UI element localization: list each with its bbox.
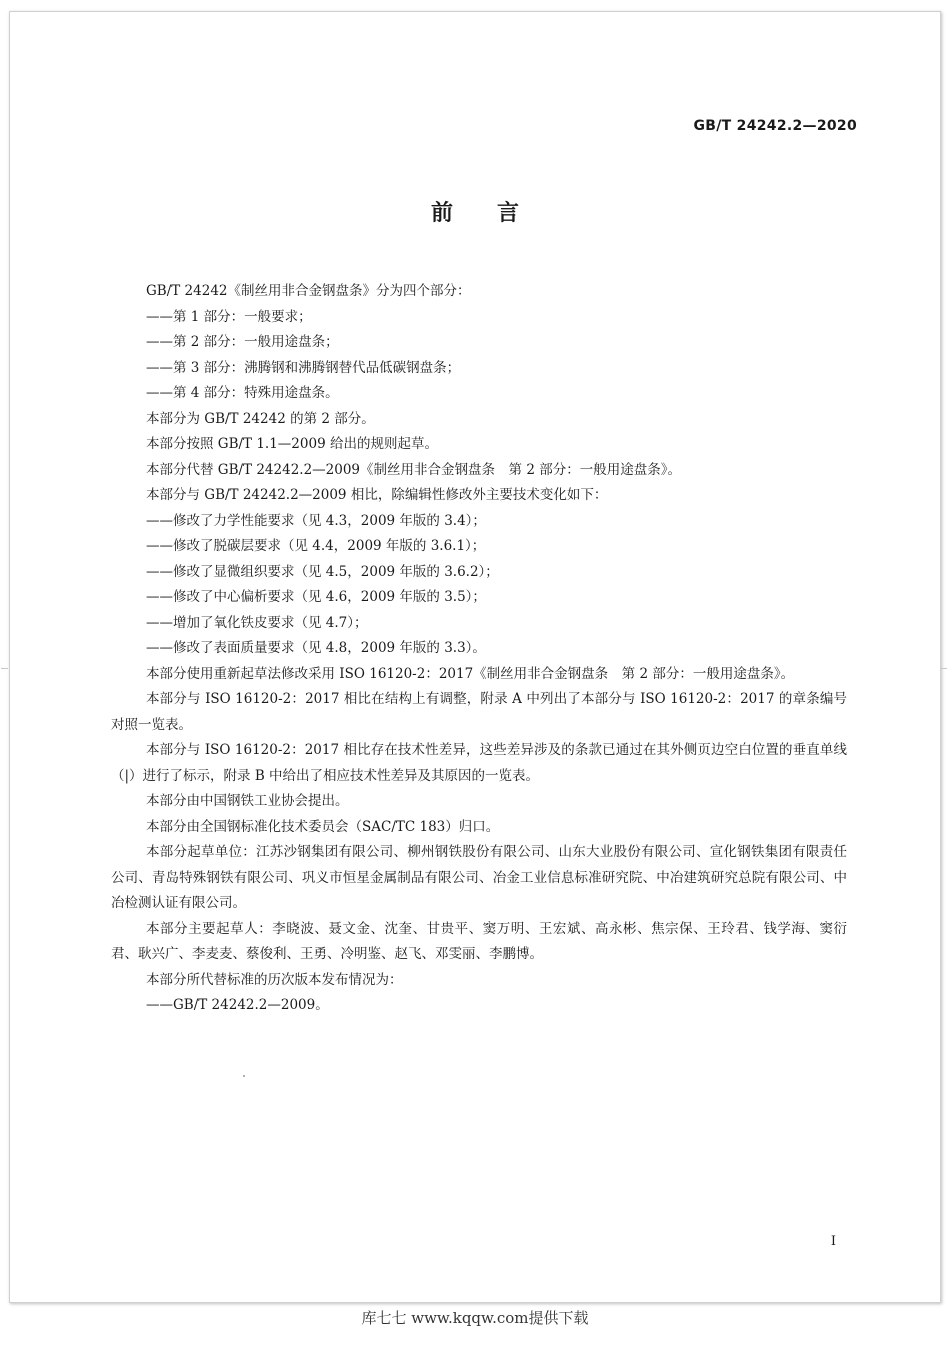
list-item: ——第 2 部分：一般用途盘条；: [146, 334, 339, 350]
paragraph: 本部分为 GB/T 24242 的第 2 部分。: [146, 410, 375, 427]
paragraph: 本部分按照 GB/T 1.1—2009 给出的规则起草。: [146, 436, 438, 452]
page-title: 前言: [430, 201, 563, 226]
crop-mark-left: [1, 668, 8, 669]
document-body: [111, 279, 847, 1019]
paragraph: 本部分主要起草人：李晓波、聂文金、沈奎、甘贵平、窦万明、王宏斌、高永彬、焦宗保、王玲君、钱学海、窦衍君、耿兴广、李麦麦、蔡俊利、王勇、冷明鉴、赵飞、邓雯丽、李鹏博。: [111, 920, 847, 962]
list-item: ——第 3 部分：沸腾钢和沸腾钢替代品低碳钢盘条；: [146, 359, 461, 376]
paragraph: 本部分由中国钢铁工业协会提出。: [146, 793, 349, 809]
paragraph: 本部分使用重新起草法修改采用 ISO 16120-2：2017《制丝用非合金钢盘条 第 2 部分：一般用途盘条》。: [146, 665, 795, 682]
paragraph: GB/T 24242《制丝用非合金钢盘条》分为四个部分：: [146, 283, 471, 299]
list-item: ——第 4 部分：特殊用途盘条。: [146, 385, 339, 401]
download-footer: 库七七 www.kqqw.com提供下载: [361, 1309, 589, 1327]
list-item: ——GB/T 24242.2—2009。: [146, 997, 329, 1013]
list-item: ——修改了表面质量要求（见 4.8，2009 年版的 3.3）。: [146, 640, 486, 656]
paragraph: 本部分与 GB/T 24242.2—2009 相比，除编辑性修改外主要技术变化如下：: [146, 487, 608, 503]
page-number: I: [830, 1234, 836, 1249]
stray-mark: [243, 1075, 245, 1077]
list-item: ——修改了显微组织要求（见 4.5，2009 年版的 3.6.2）；: [146, 563, 499, 580]
list-item: ——修改了中心偏析要求（见 4.6，2009 年版的 3.5）；: [146, 589, 486, 605]
paragraph: 本部分代替 GB/T 24242.2—2009《制丝用非合金钢盘条 第 2 部分：一般用途盘条》。: [146, 461, 681, 478]
standard-code: GB/T 24242.2—2020: [693, 118, 857, 134]
paragraph: 本部分所代替标准的历次版本发布情况为：: [146, 971, 403, 988]
list-item: ——修改了脱碳层要求（见 4.4，2009 年版的 3.6.1）；: [146, 538, 486, 554]
paragraph: 本部分由全国钢标准化技术委员会（SAC/TC 183）归口。: [146, 818, 500, 835]
paragraph: 本部分与 ISO 16120-2：2017 相比存在技术性差异，这些差异涉及的条款已通过在其外侧页边空白位置的垂直单线（|）进行了标示，附录 B 中给出了相应技术性差异及其原因的一览表。: [111, 742, 847, 784]
paragraph: 本部分与 ISO 16120-2：2017 相比在结构上有调整，附录 A 中列出了本部分与 ISO 16120-2：2017 的章条编号对照一览表。: [111, 691, 847, 733]
list-item: ——修改了力学性能要求（见 4.3，2009 年版的 3.4）；: [146, 512, 486, 529]
list-item: ——第 1 部分：一般要求；: [146, 308, 312, 325]
paragraph: 本部分起草单位：江苏沙钢集团有限公司、柳州钢铁股份有限公司、山东大业股份有限公司、宣化钢铁集团有限责任公司、青岛特殊钢铁有限公司、巩义市恒星金属制品有限公司、冶金工业信息标准研究院、中冶建筑研究总院有限公司、中冶检测认证有限公司。: [111, 844, 847, 911]
crop-mark-right: [940, 668, 947, 669]
list-item: ——增加了氧化铁皮要求（见 4.7）；: [146, 614, 368, 631]
